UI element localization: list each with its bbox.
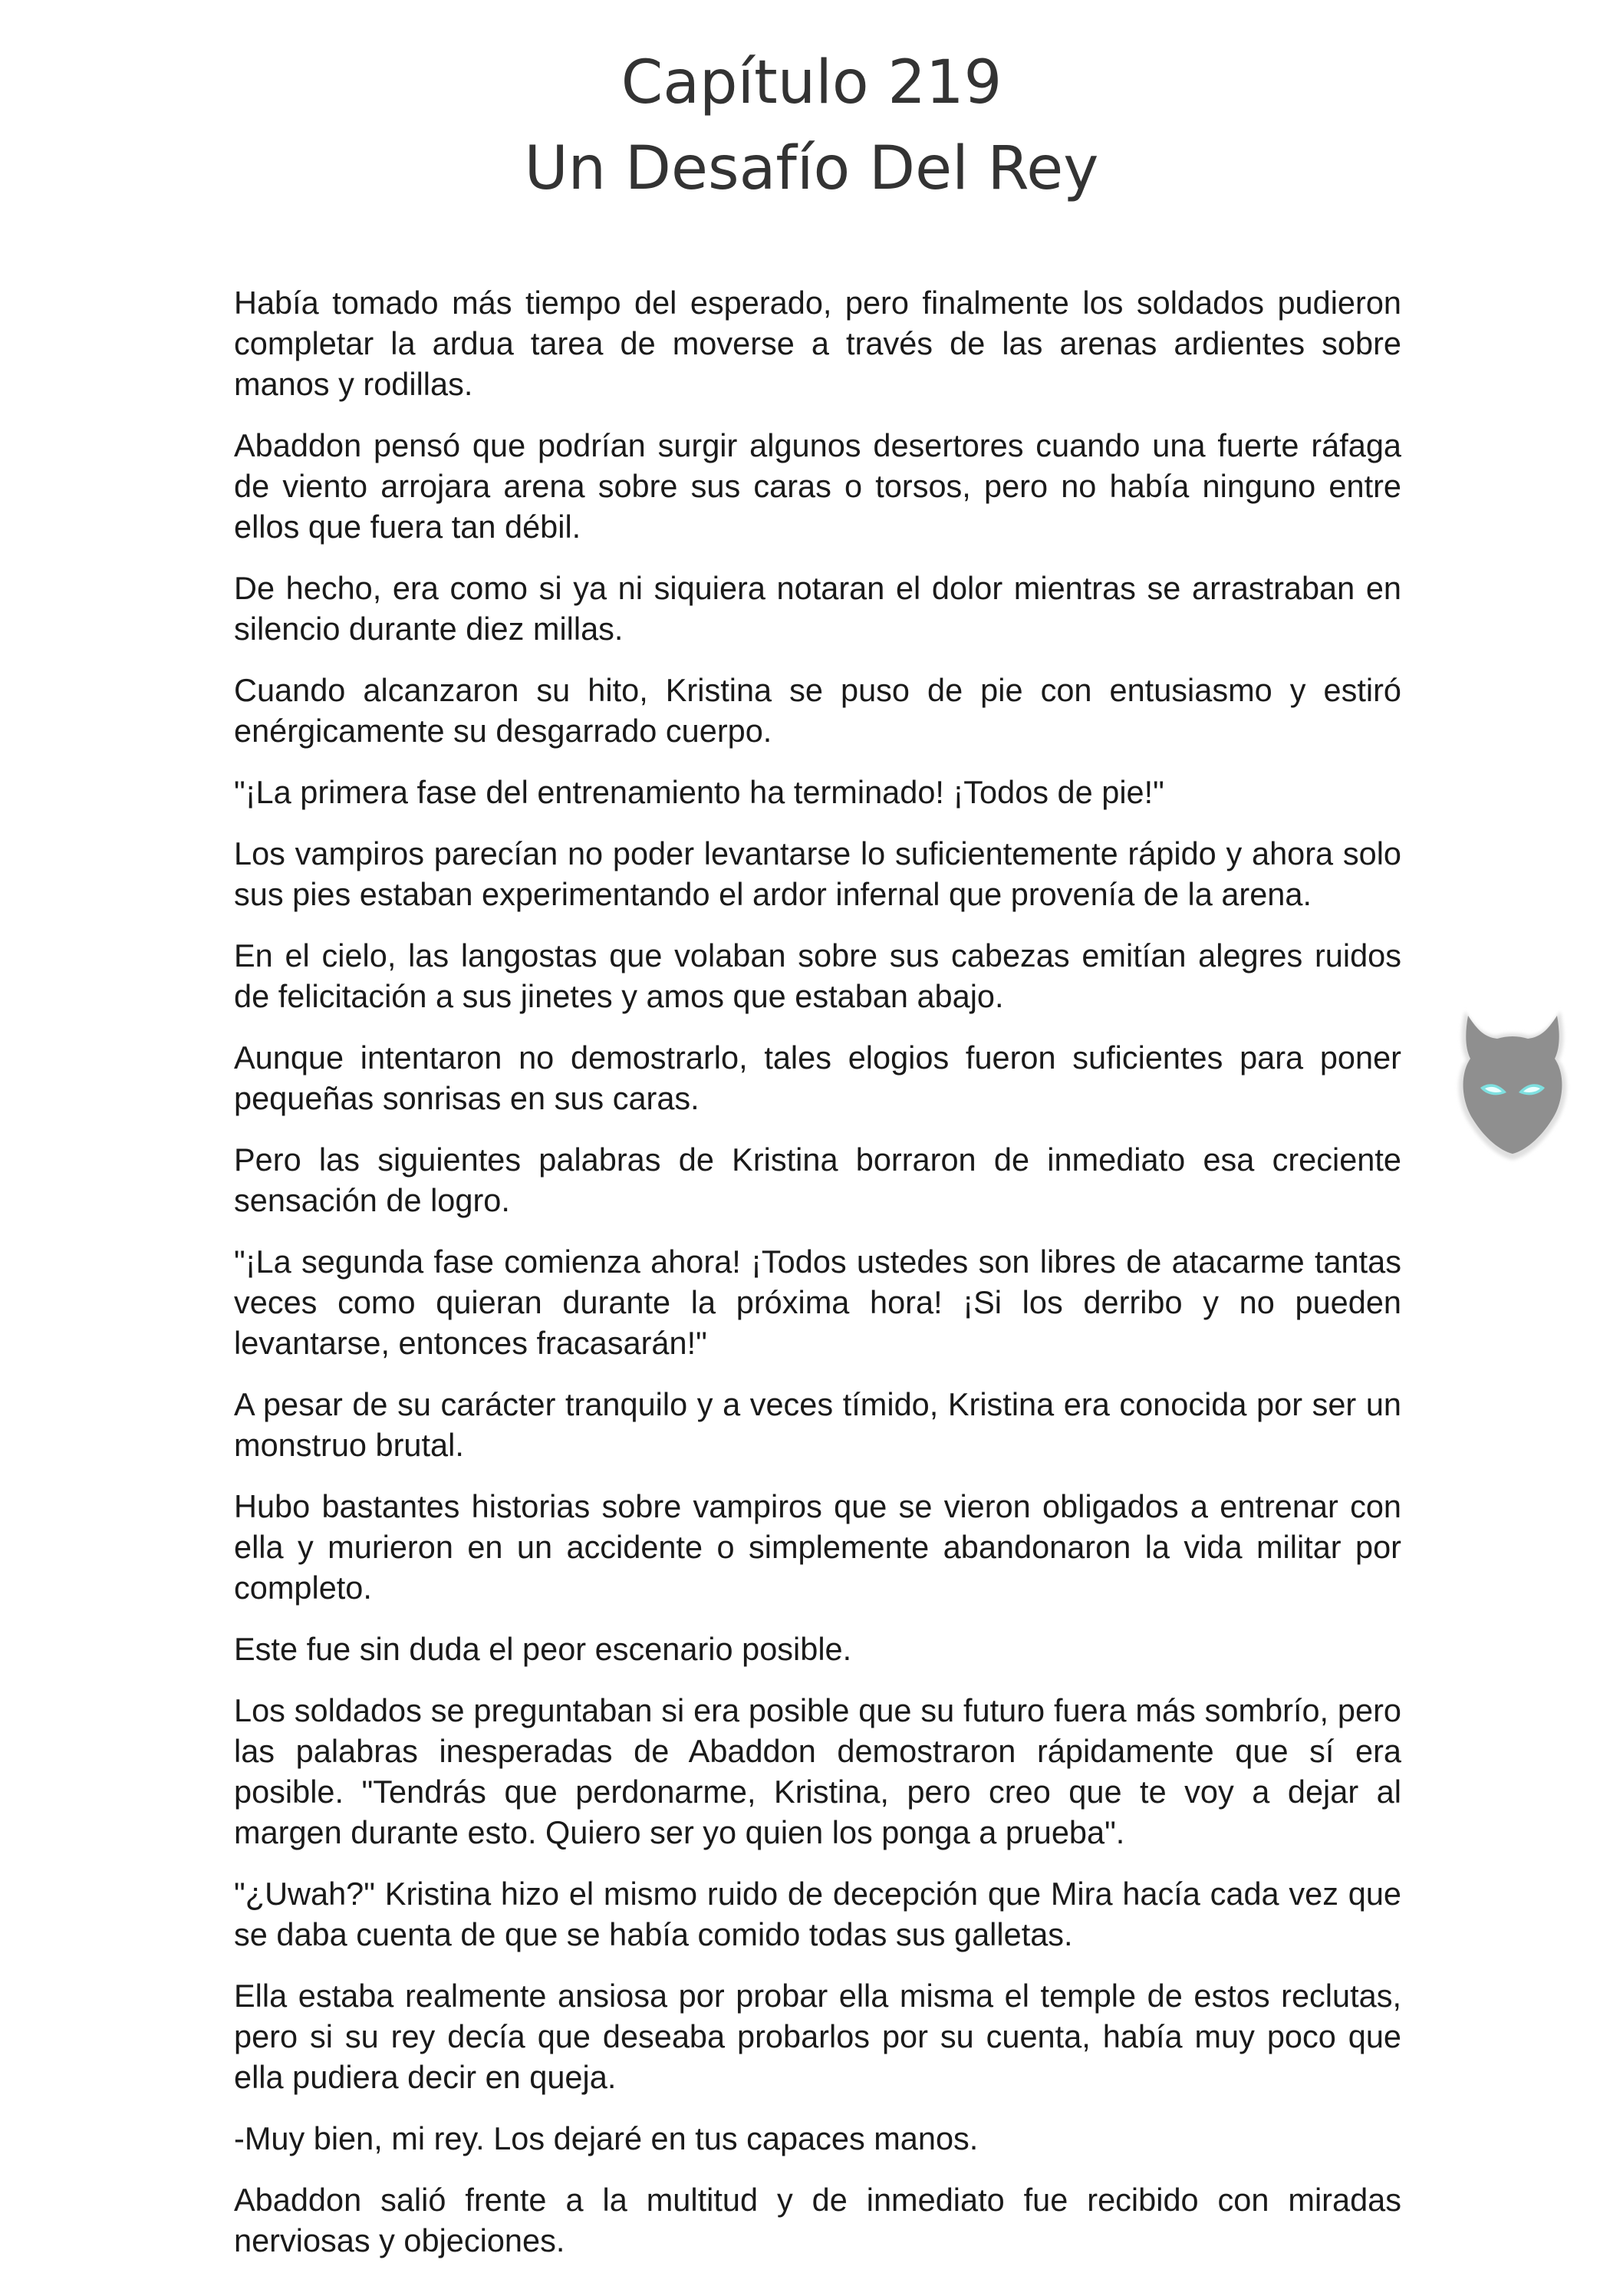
paragraph: Este fue sin duda el peor escenario posible. bbox=[234, 1631, 852, 1667]
chapter-header bbox=[0, 40, 1623, 212]
chapter-title: Un Desafío Del Rey bbox=[524, 134, 1099, 203]
paragraph: "¡La segunda fase comienza ahora! ¡Todos ustedes son libres de atacarme tantas veces como quieran durante la próxima hora! ¡Si los derribo y no pueden levantarse, entonces fracasarán!" bbox=[234, 1244, 1401, 1361]
paragraph: Hubo bastantes historias sobre vampiros que se vieron obligados a entrenar con ella y murieron en un accidente o simplemente abandonaron la vida militar por completo. bbox=[234, 1488, 1401, 1606]
paragraph: Los vampiros parecían no poder levantarse lo suficientemente rápido y ahora solo sus pies estaban experimentando el ardor infernal que provenía de la arena. bbox=[234, 835, 1401, 912]
paragraph: -Muy bien, mi rey. Los dejaré en tus capaces manos. bbox=[234, 2120, 979, 2156]
chapter-body bbox=[234, 282, 1401, 2281]
paragraph: Los soldados se preguntaban si era posible que su futuro fuera más sombrío, pero las palabras inesperadas de Abaddon demostraron rápidamente que sí era posible. "Tendrás que perdonarme, Kristina, pero creo que te voy a dejar al margen durante esto. Quiero ser yo quien los ponga a prueba". bbox=[234, 1692, 1401, 1850]
paragraph: Pero las siguientes palabras de Kristina borraron de inmediato esa creciente sensación de logro. bbox=[234, 1141, 1401, 1218]
paragraph: Había tomado más tiempo del esperado, pero finalmente los soldados pudieron completar la ardua tarea de moverse a través de las arenas ardientes sobre manos y rodillas. bbox=[234, 285, 1401, 402]
demon-head-icon bbox=[1436, 997, 1589, 1166]
paragraph: Cuando alcanzaron su hito, Kristina se puso de pie con entusiasmo y estiró enérgicamente su desgarrado cuerpo. bbox=[234, 672, 1401, 749]
paragraph: Aunque intentaron no demostrarlo, tales elogios fueron suficientes para poner pequeñas sonrisas en sus caras. bbox=[234, 1039, 1401, 1116]
paragraph: Ella estaba realmente ansiosa por probar ella misma el temple de estos reclutas, pero si su rey decía que deseaba probarlos por su cuenta, había muy poco que ella pudiera decir en queja. bbox=[234, 1978, 1401, 2095]
paragraph: Abaddon salió frente a la multitud y de inmediato fue recibido con miradas nerviosas y objeciones. bbox=[234, 2182, 1401, 2258]
paragraph: "¡La primera fase del entrenamiento ha terminado! ¡Todos de pie!" bbox=[234, 774, 1164, 810]
paragraph: "¿Uwah?" Kristina hizo el mismo ruido de decepción que Mira hacía cada vez que se daba cuenta de que se había comido todas sus galletas. bbox=[234, 1876, 1401, 1952]
chapter-number: Capítulo 219 bbox=[621, 48, 1002, 117]
paragraph: A pesar de su carácter tranquilo y a veces tímido, Kristina era conocida por ser un monstruo brutal. bbox=[234, 1386, 1401, 1463]
paragraph: En el cielo, las langostas que volaban sobre sus cabezas emitían alegres ruidos de felicitación a sus jinetes y amos que estaban abajo. bbox=[234, 937, 1401, 1014]
paragraph: De hecho, era como si ya ni siquiera notaran el dolor mientras se arrastraban en silencio durante diez millas. bbox=[234, 570, 1401, 647]
paragraph: Abaddon pensó que podrían surgir algunos desertores cuando una fuerte ráfaga de viento arrojara arena sobre sus caras o torsos, pero no había ninguno entre ellos que fuera tan débil. bbox=[234, 427, 1401, 545]
